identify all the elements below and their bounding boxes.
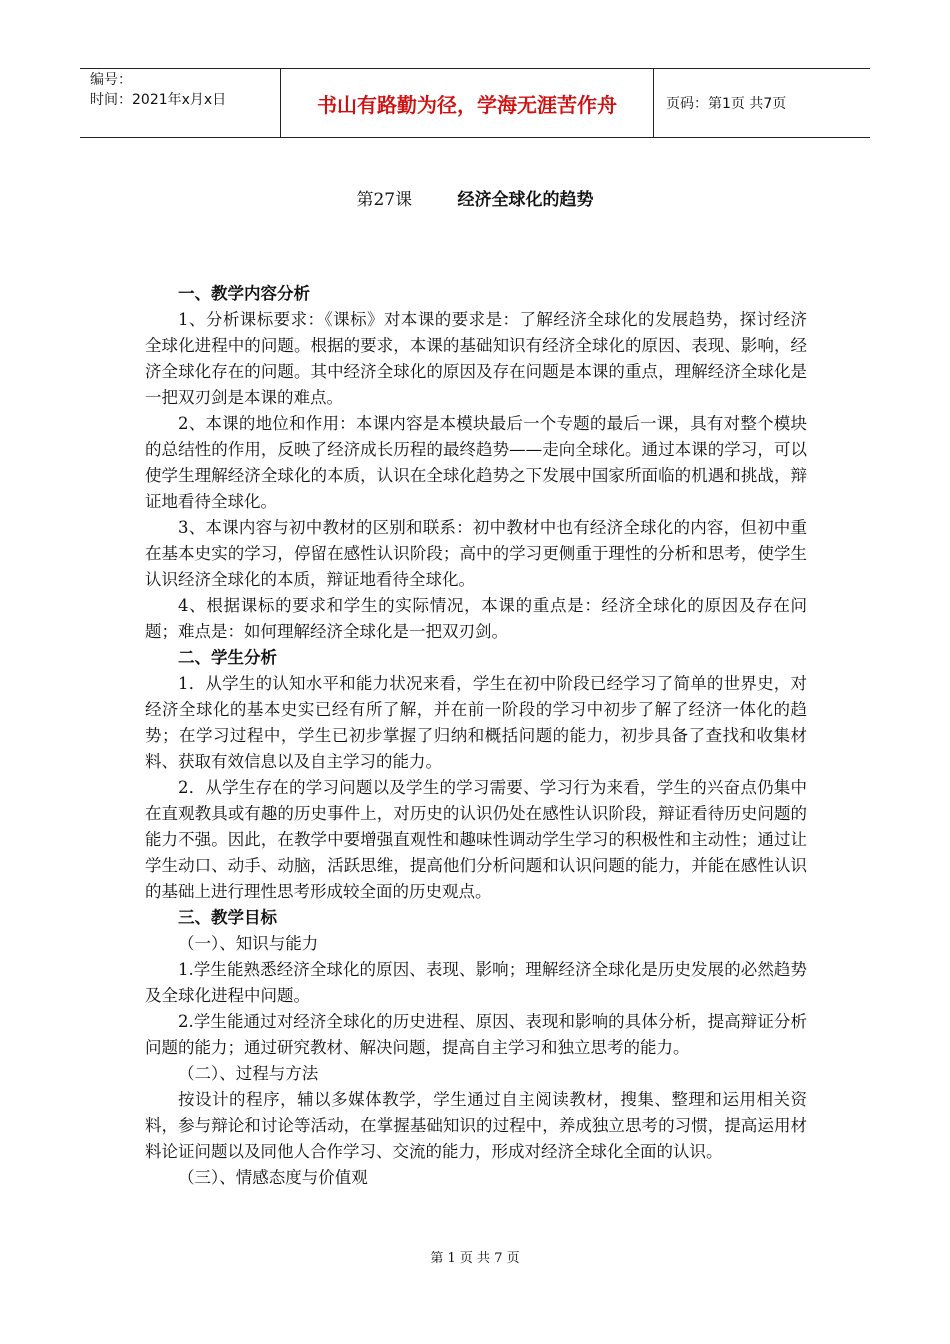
paragraph: 按设计的程序，辅以多媒体教学，学生通过自主阅读教材，搜集、整理和运用相关资料，参与辩论和讨论等活动，在掌握基础知识的过程中，养成独立思考的习惯，提高运用材料论证问题以及同他人合作学习、交流的能力，形成对经济全球化全面的认识。	[145, 1090, 807, 1161]
section-heading-3: 三、教学目标	[178, 908, 277, 927]
page-header	[80, 68, 870, 138]
paragraph: 2.学生能通过对经济全球化的历史进程、原因、表现和影响的具体分析，提高辩证分析问题的能力；通过研究教材、解决问题，提高自主学习和独立思考的能力。	[145, 1012, 807, 1057]
lesson-name: 经济全球化的趋势	[457, 190, 594, 210]
code-label: 编号：	[90, 72, 132, 88]
document-body	[145, 281, 807, 1191]
lesson-title	[0, 185, 950, 210]
paragraph: 4、根据课标的要求和学生的实际情况，本课的重点是：经济全球化的原因及存在问题；难点是：如何理解经济全球化是一把双刃剑。	[145, 596, 807, 641]
header-meta	[80, 69, 281, 137]
paragraph: 1.学生能熟悉经济全球化的原因、表现、影响；理解经济全球化是历史发展的必然趋势及全球化进程中问题。	[145, 960, 807, 1005]
paragraph: 1、分析课标要求：《课标》对本课的要求是：了解经济全球化的发展趋势，探讨经济全球化进程中的问题。根据的要求，本课的基础知识有经济全球化的原因、表现、影响，经济全球化存在的问题。其中经济全球化的原因及存在问题是本课的重点，理解经济全球化是一把双刃剑是本课的难点。	[145, 310, 807, 407]
subsection-heading: （一）、知识与能力	[178, 934, 319, 953]
section-heading-1: 一、教学内容分析	[178, 284, 310, 303]
paragraph: 2、本课的地位和作用：本课内容是本模块最后一个专题的最后一课，具有对整个模块的总结性的作用，反映了经济成长历程的最终趋势——走向全球化。通过本课的学习，可以使学生理解经济全球化的本质，认识在全球化趋势之下发展中国家所面临的机遇和挑战，辩证地看待全球化。	[145, 414, 807, 511]
subsection-heading: （二）、过程与方法	[178, 1064, 319, 1083]
paragraph: 2．从学生存在的学习问题以及学生的学习需要、学习行为来看，学生的兴奋点仍集中在直观教具或有趣的历史事件上，对历史的认识仍处在感性认识阶段，辩证看待历史问题的能力不强。因此，在教学中要增强直观性和趣味性调动学生学习的积极性和主动性；通过让学生动口、动手、动脑，活跃思维，提高他们分析问题和认识问题的能力，并能在感性认识的基础上进行理性思考形成较全面的历史观点。	[145, 778, 807, 901]
time-label: 时间：2021年x月x日	[90, 92, 227, 108]
subsection-heading: （三）、情感态度与价值观	[178, 1168, 368, 1187]
page-footer: 第 1 页 共 7 页	[430, 1251, 520, 1266]
header-motto: 书山有路勤为径，学海无涯苦作舟	[281, 69, 654, 137]
lesson-number: 第27课	[356, 190, 413, 210]
section-heading-2: 二、学生分析	[178, 648, 277, 667]
paragraph: 3、本课内容与初中教材的区别和联系：初中教材中也有经济全球化的内容，但初中重在基本史实的学习，停留在感性认识阶段；高中的学习更侧重于理性的分析和思考，使学生认识经济全球化的本质，辩证地看待全球化。	[145, 518, 807, 589]
header-page-info: 页码：第1页 共7页	[666, 96, 787, 112]
paragraph: 1．从学生的认知水平和能力状况来看，学生在初中阶段已经学习了简单的世界史，对经济全球化的基本史实已经有所了解，并在前一阶段的学习中初步了解了经济一体化的趋势；在学习过程中，学生已初步掌握了归纳和概括问题的能力，初步具备了查找和收集材料、获取有效信息以及自主学习的能力。	[145, 674, 807, 771]
